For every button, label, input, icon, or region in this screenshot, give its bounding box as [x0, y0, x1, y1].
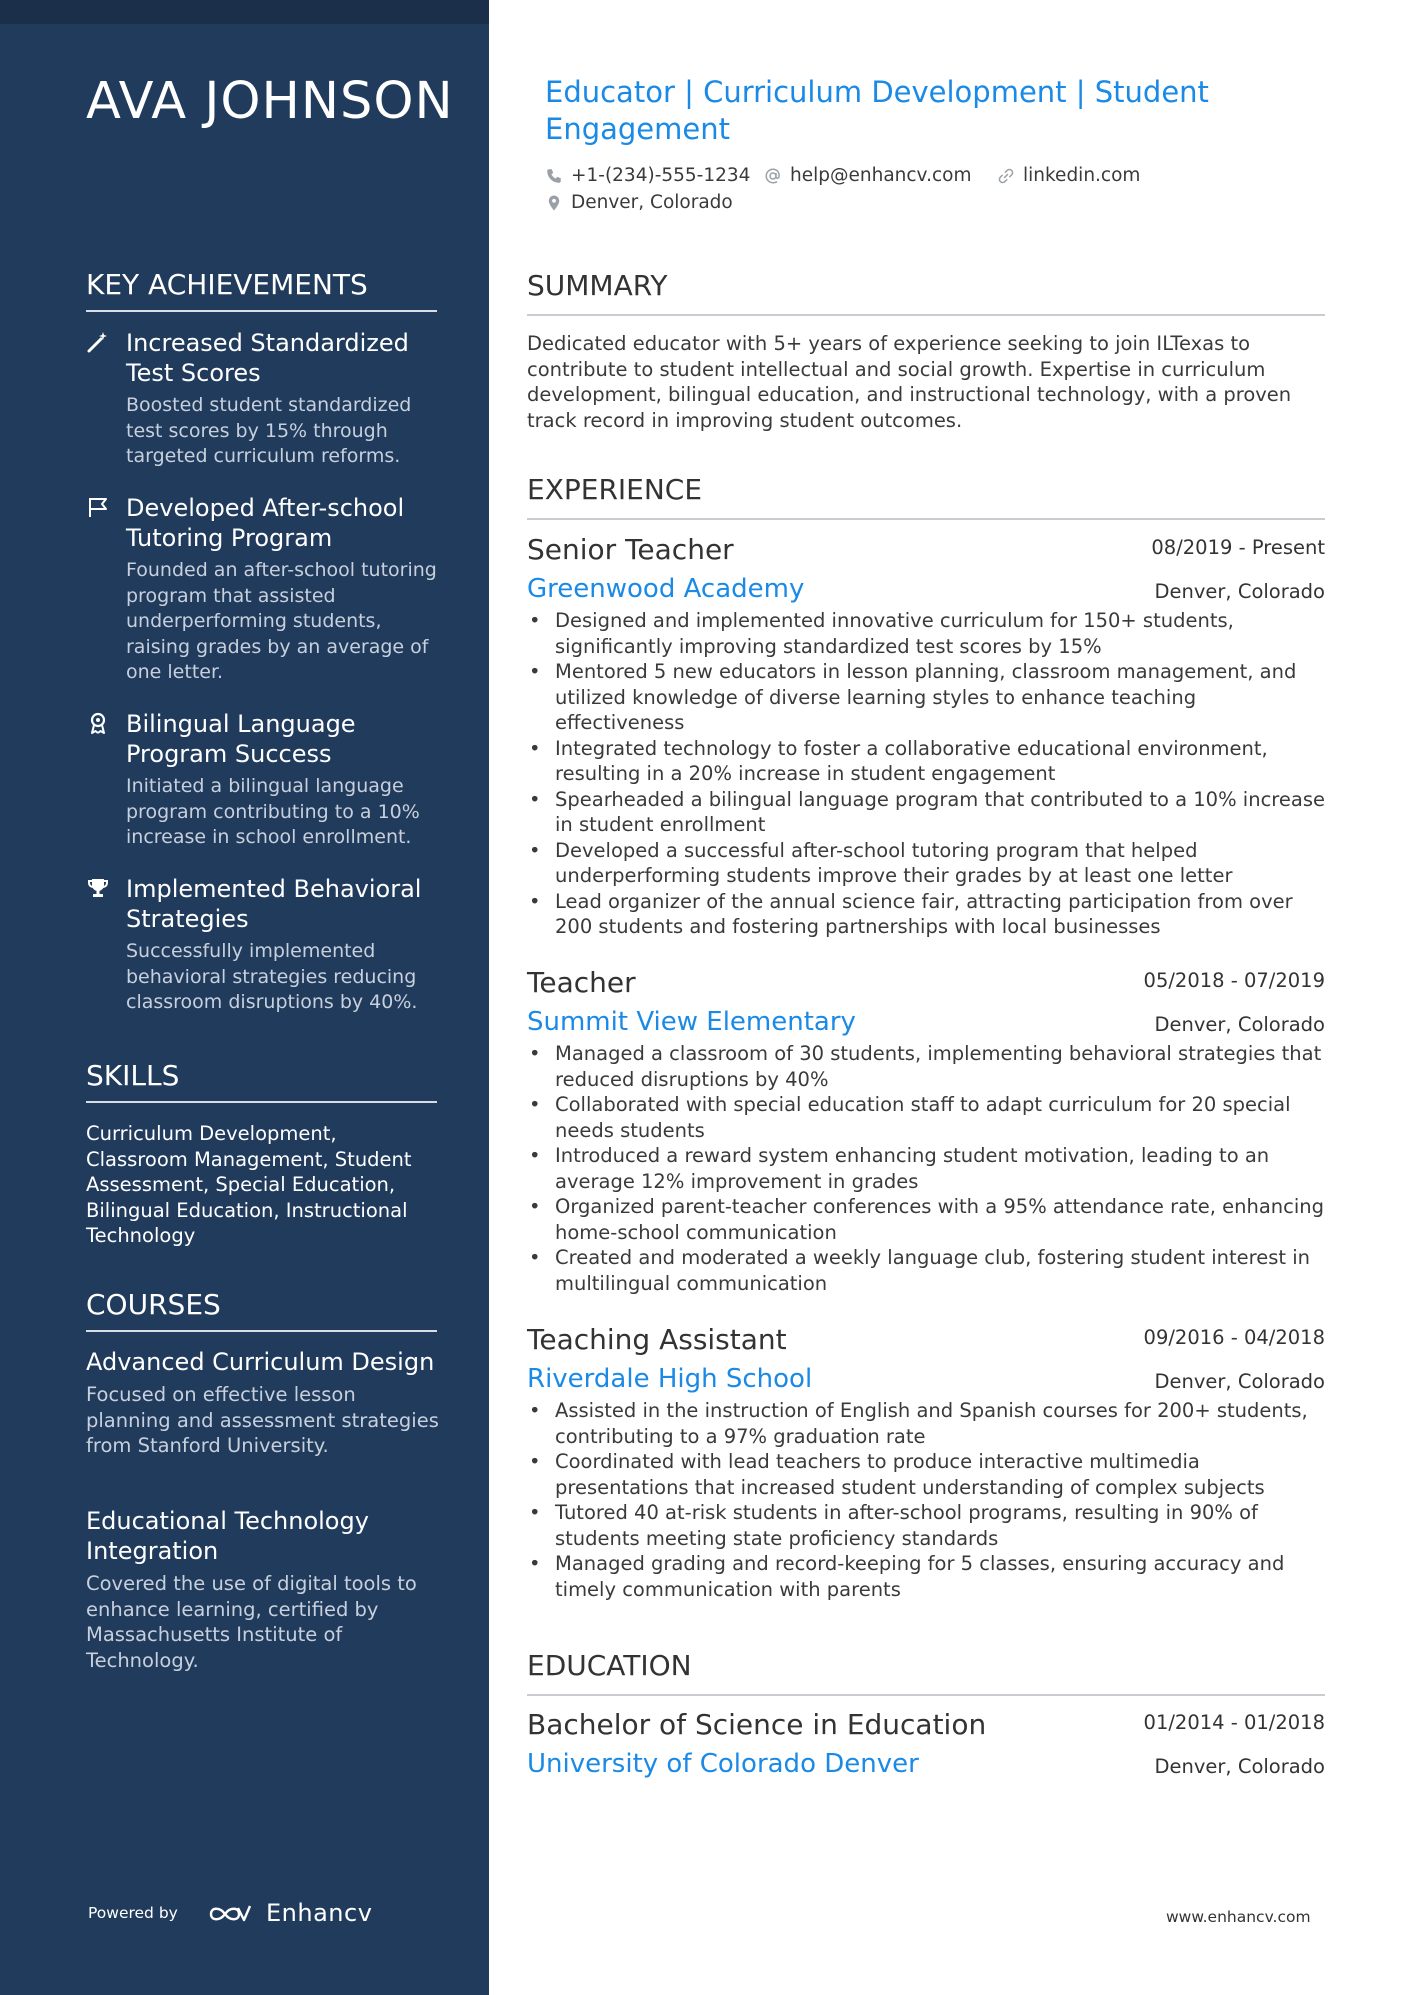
job-org: Riverdale High School [527, 1364, 813, 1394]
education-heading: EDUCATION [527, 1649, 1325, 1696]
summary-text: Dedicated educator with 5+ years of experience seeking to join ILTexas to contribute to student intellectual and social growth. Expertise in curriculum development, bilingual education, and instructional technology, with a proven track record in improving student outcomes. [527, 332, 1292, 432]
course-desc: Covered the use of digital tools to enhance learning, certified by Massachusetts Institute of Technology. [86, 1572, 417, 1672]
job-entry [527, 532, 1325, 940]
school: University of Colorado Denver [527, 1749, 919, 1779]
course-title: Educational Technology Integration [86, 1507, 369, 1565]
course-title: Advanced Curriculum Design [86, 1348, 435, 1376]
achievement-title: Bilingual Language Program Success [126, 710, 356, 768]
contact-location [545, 191, 733, 215]
key-achievements-heading: KEY ACHIEVEMENTS [86, 268, 437, 312]
education-dates: 01/2014 - 01/2018 [1143, 1711, 1325, 1734]
candidate-name: AVA JOHNSON [86, 72, 454, 131]
job-bullet: • Created and moderated a weekly language club, fostering student interest in multilingual communication [527, 1245, 1325, 1296]
location-pin-icon [545, 194, 563, 212]
flag-icon [86, 495, 110, 519]
achievement-title: Increased Standardized Test Scores [126, 329, 409, 387]
trophy-icon [86, 876, 110, 900]
contact-phone [545, 164, 750, 188]
achievement-desc: Successfully implemented behavioral strategies reducing classroom disruptions by 40%. [126, 940, 418, 1013]
job-bullets [527, 1398, 1325, 1602]
education-location: Denver, Colorado [1154, 1755, 1325, 1778]
job-bullets [527, 608, 1325, 940]
main-content [527, 0, 1325, 1995]
education-entry [527, 1707, 1325, 1781]
courses-heading: COURSES [86, 1288, 437, 1332]
job-location: Denver, Colorado [1154, 1013, 1325, 1036]
job-bullet: • Managed a classroom of 30 students, implementing behavioral strategies that reduced disruptions by 40% [527, 1041, 1325, 1092]
course-item [86, 1506, 446, 1673]
link-icon [997, 167, 1015, 185]
job-bullet: • Spearheaded a bilingual language program that contributed to a 10% increase in student enrollment [527, 787, 1325, 838]
job-dates: 05/2018 - 07/2019 [1143, 969, 1325, 992]
skills-list: Curriculum Development, Classroom Management, Student Assessment, Special Education, Bilingual Education, Instructional Technology [86, 1122, 412, 1247]
magic-wand-icon [86, 330, 110, 354]
sidebar-top-bar [0, 0, 489, 24]
job-location: Denver, Colorado [1154, 580, 1325, 603]
achievement-title: Developed After-school Tutoring Program [126, 494, 405, 552]
job-bullet: • Assisted in the instruction of English and Spanish courses for 200+ students, contributing to a 97% graduation rate [527, 1398, 1325, 1449]
course-desc: Focused on effective lesson planning and assessment strategies from Stanford University. [86, 1383, 439, 1457]
location-text: Denver, Colorado [571, 192, 733, 213]
job-org: Summit View Elementary [527, 1007, 856, 1037]
experience-heading: EXPERIENCE [527, 473, 1325, 520]
job-bullet: • Mentored 5 new educators in lesson planning, classroom management, and utilized knowledge of diverse learning styles to enhance teaching effectiveness [527, 659, 1325, 736]
job-dates: 09/2016 - 04/2018 [1143, 1326, 1325, 1349]
headline: Educator | Curriculum Development | Student Engagement [545, 75, 1209, 146]
at-sign-icon [764, 167, 782, 185]
achievement-item [86, 328, 446, 470]
job-bullet: • Tutored 40 at-risk students in after-school programs, resulting in 90% of students meeting state proficiency standards [527, 1500, 1325, 1551]
job-bullet: • Introduced a reward system enhancing student motivation, leading to an average 12% improvement in grades [527, 1143, 1325, 1194]
job-bullet: • Collaborated with special education staff to adapt curriculum for 20 special needs students [527, 1092, 1325, 1143]
powered-by-label: Powered by [88, 1904, 178, 1922]
achievement-title: Implemented Behavioral Strategies [126, 875, 422, 933]
degree: Bachelor of Science in Education [527, 1708, 987, 1741]
job-bullet: • Developed a successful after-school tutoring program that helped underperforming students improve their grades by at least one letter [527, 838, 1325, 889]
phone-icon [545, 167, 563, 185]
course-item [86, 1347, 446, 1459]
job-role: Teaching Assistant [527, 1323, 787, 1356]
job-bullet: • Designed and implemented innovative curriculum for 150+ students, significantly improving standardized test scores by 15% [527, 608, 1325, 659]
phone-text: +1-(234)-555-1234 [571, 165, 751, 186]
job-bullet: • Lead organizer of the annual science fair, attracting participation from over 200 students and fostering partnerships with local businesses [527, 889, 1325, 940]
achievement-item [86, 709, 446, 851]
job-bullet: • Coordinated with lead teachers to produce interactive multimedia presentations that increased student understanding of complex subjects [527, 1449, 1325, 1500]
job-bullet: • Integrated technology to foster a collaborative educational environment, resulting in a 20% increase in student engagement [527, 736, 1325, 787]
job-bullet: • Organized parent-teacher conferences with a 95% attendance rate, enhancing home-school communication [527, 1194, 1325, 1245]
job-bullet: • Managed grading and record-keeping for 5 classes, ensuring accuracy and timely communication with parents [527, 1551, 1325, 1602]
enhancv-logo-icon [208, 1902, 252, 1926]
achievement-item [86, 493, 446, 686]
job-role: Senior Teacher [527, 533, 734, 566]
sidebar [0, 0, 489, 1995]
summary-heading: SUMMARY [527, 269, 1325, 316]
job-org: Greenwood Academy [527, 574, 805, 604]
contact-email[interactable] [764, 164, 971, 188]
contact-linkedin[interactable] [997, 164, 1140, 188]
job-entry [527, 1322, 1325, 1602]
achievement-desc: Boosted student standardized test scores by 15% through targeted curriculum reforms. [126, 394, 412, 467]
job-dates: 08/2019 - Present [1151, 536, 1325, 559]
achievement-desc: Founded an after-school tutoring program that assisted underperforming students, raising grades by an average of one letter. [126, 559, 437, 683]
email-text: help@enhancv.com [790, 165, 972, 186]
brand-name: Enhancv [266, 1899, 373, 1927]
award-ribbon-icon [86, 711, 110, 735]
job-role: Teacher [527, 966, 636, 999]
job-entry [527, 965, 1325, 1296]
achievement-item [86, 874, 446, 1016]
job-location: Denver, Colorado [1154, 1370, 1325, 1393]
footer-url[interactable]: www.enhancv.com [1166, 1908, 1311, 1926]
linkedin-text: linkedin.com [1023, 165, 1141, 186]
skills-heading: SKILLS [86, 1059, 437, 1103]
achievement-desc: Initiated a bilingual language program contributing to a 10% increase in school enrollment. [126, 775, 420, 848]
job-bullets [527, 1041, 1325, 1296]
